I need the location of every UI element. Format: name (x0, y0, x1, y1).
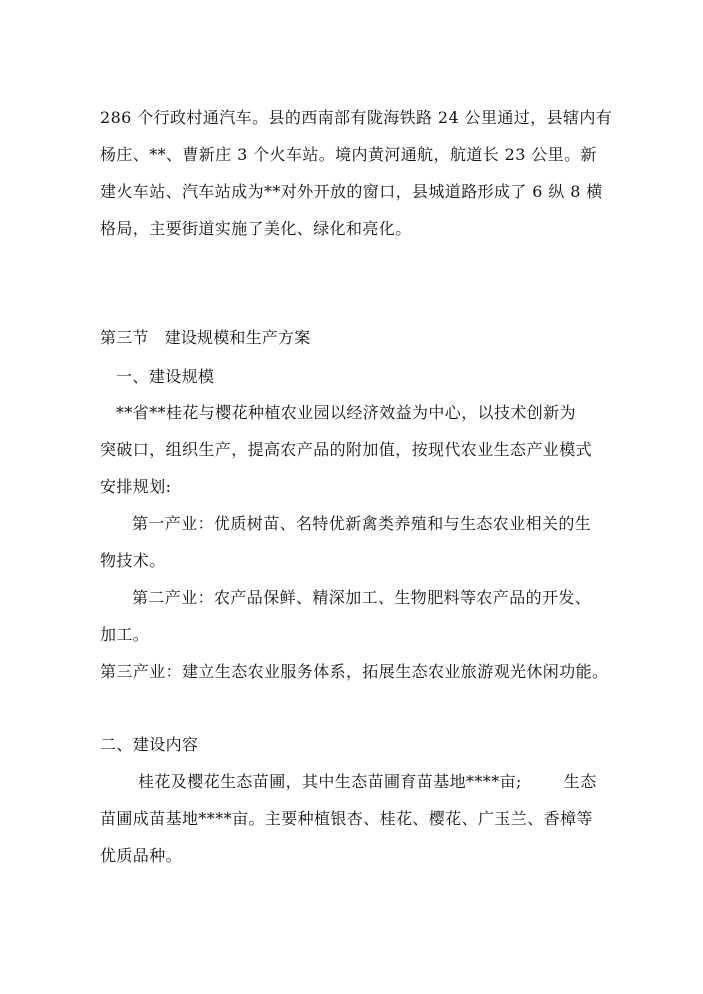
content-paragraph-line-2: 苗圃成苗基地****亩。主要种植银杏、桂花、樱花、广玉兰、香樟等 (100, 809, 593, 828)
section-title: 建设规模和生产方案 (164, 328, 311, 347)
scale-paragraph-line-3: 安排规划: (100, 477, 172, 496)
intro-line-3: 建火车站、汽车站成为**对外开放的窗口，县城道路形成了 6 纵 8 横 (100, 182, 603, 201)
section-number: 第三节 (100, 328, 149, 347)
secondary-industry-line-2: 加工。 (100, 625, 150, 644)
subsection-2-title: 二、建设内容 (100, 735, 199, 754)
subsection-1-title: 一、建设规模 (116, 367, 215, 386)
content-paragraph-line-3: 优质品种。 (100, 846, 183, 865)
intro-line-1: 286 个行政村通汽车。县的西南部有陇海铁路 24 公里通过，县辖内有 (100, 108, 613, 127)
scale-paragraph-line-1: **省**桂花与樱花种植农业园以经济效益为中心，以技术创新为 (116, 403, 577, 422)
secondary-industry-line-1: 第二产业：农产品保鲜、精深加工、生物肥料等农产品的开发、 (132, 588, 592, 607)
content-line-1-part-a: 桂花及樱花生态苗圃，其中生态苗圃育苗基地****亩; (138, 772, 522, 791)
primary-industry-line-1: 第一产业：优质树苗、名特优新禽类养殖和与生态农业相关的生 (132, 514, 592, 533)
scale-paragraph-line-2: 突破口，组织生产，提高农产品的附加值，按现代农业生态产业模式 (100, 440, 593, 459)
primary-industry-line-2: 物技术。 (100, 551, 166, 570)
tertiary-industry-line: 第三产业：建立生态农业服务体系，拓展生态农业旅游观光休闲功能。 (100, 662, 609, 681)
intro-line-2: 杨庄、**、曹新庄 3 个火车站。境内黄河通航，航道长 23 公里。新 (100, 145, 597, 164)
content-paragraph-line-1 (138, 772, 597, 792)
content-line-1-part-b: 生态 (563, 772, 597, 791)
section-heading (100, 328, 310, 348)
intro-line-4: 格局，主要街道实施了美化、绿化和亮化。 (100, 219, 412, 238)
